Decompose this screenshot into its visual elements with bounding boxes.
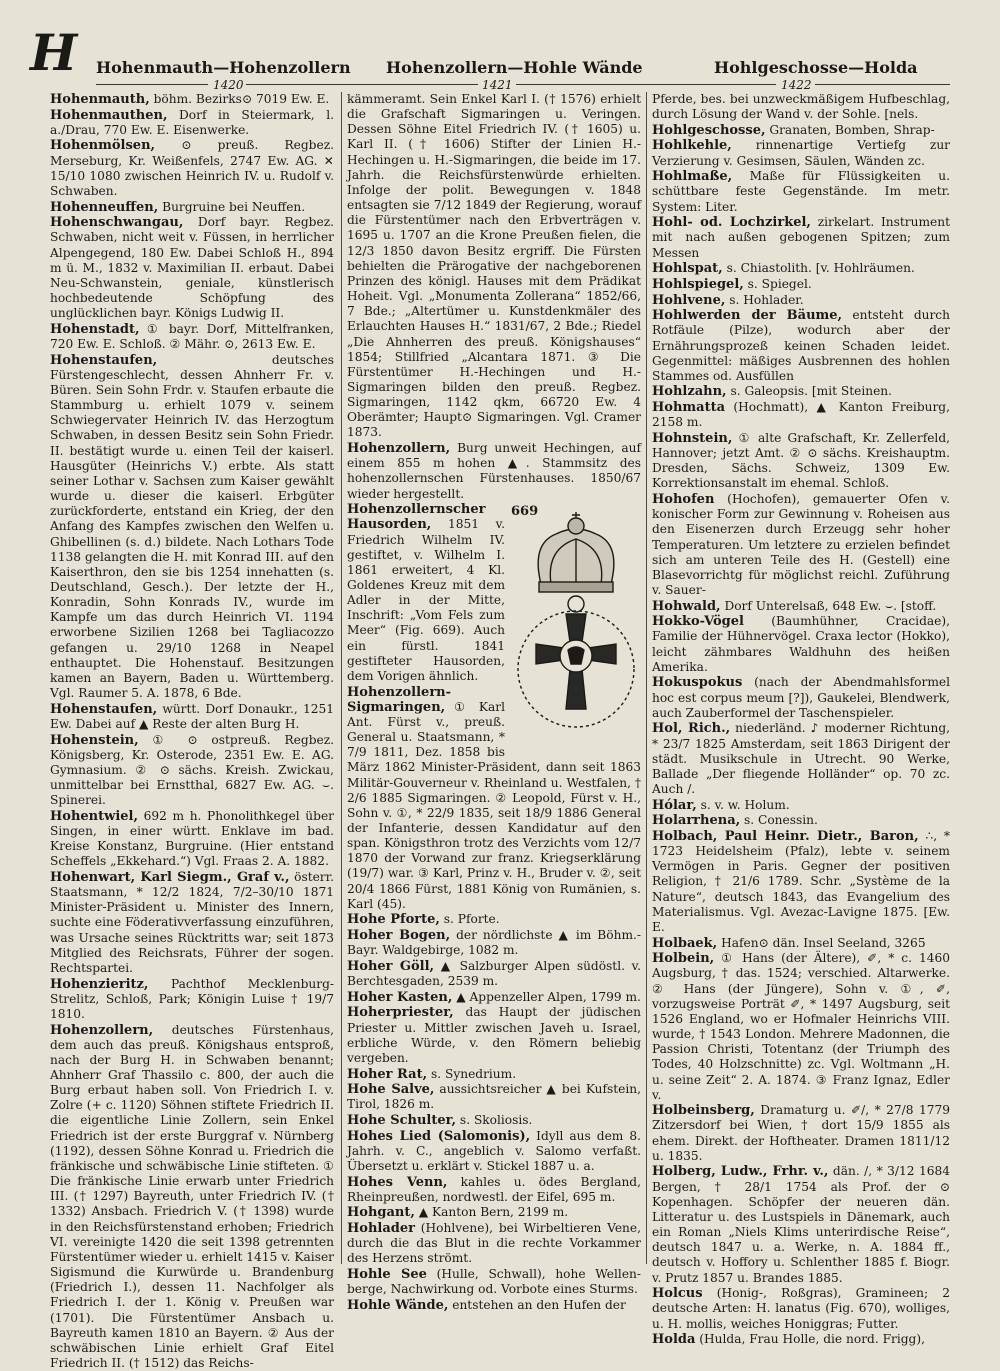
entry-headword: Hohlmaße, [652,169,733,185]
dictionary-entry [347,928,641,958]
dictionary-entry [652,138,950,168]
header-rule [516,84,776,85]
dictionary-entry [50,138,334,199]
entry-headword: Hohenwart, Karl Siegm., Graf v., [50,869,290,885]
page-number-middle: 1421 [482,78,513,92]
entry-text: ▲ Salzburger Alpen südöstl. v. Berchtesgaden, 2539 m. [347,958,641,989]
entry-text: Burg unweit Hechingen, auf einem 855 m hohen ▲. Stammsitz des hohenzollernschen Fürstenhauses. 1850/67 wieder hergestellt. [347,441,641,501]
entry-headword: Hohl- od. Lochzirkel, [652,215,811,231]
header-right: Hohlgeschosse—Holda [714,58,918,77]
dictionary-entry [50,215,334,321]
header-rule [815,84,950,85]
dictionary-entry [652,829,950,935]
dictionary-entry [652,1164,950,1285]
entry-headword: Hohenstadt, [50,321,140,337]
entry-headword: Hohenzollern, [347,441,451,457]
entry-headword: Hohle See [347,1267,427,1283]
entry-text: s. Hohlader. [725,292,804,307]
dictionary-entry [652,614,950,675]
entry-headword: Hohlspat, [652,261,723,277]
dictionary-entry [50,92,334,107]
entry-text: ∴, * 1723 Heidelsheim (Pfalz), lebte v. seinem Vermögen in Paris. Gegner der positiven Religion, † 21/6 1789. Schr. „Système de la Nature“, deutsch 1843, das Evangelium des Materialismus. Vgl. Avezac-Lavigne 1875. [Ew. E. [652,829,950,934]
header-rule [246,84,478,85]
entry-text: ① bayr. Dorf, Mittelfranken, 720 Ew. E. Schloß. ② Mähr. ⊙, 2613 Ew. E. [50,321,334,351]
entry-text: (Hulle, Schwall), hohe Wellen-berge, Nachwirkung od. Vorbote eines Sturms. [347,1267,641,1297]
dictionary-entry [652,1332,950,1347]
entry-headword: Hohes Lied (Salomonis), [347,1128,531,1144]
dictionary-entry [50,702,334,732]
entry-text: entsteht durch Rotfäule (Pilze), wodurch aber der Ernährungsprozeß keinen Schaden leidet. Gegenmittel: mäßiges Ausbrennen des hohlen Stammes od. Ausfüllen [652,308,950,383]
entry-text: (Baumhühner, Cracidae), Familie der Hühnervögel. Craxa lector (Hokko), leicht zähmbares Waldhuhn des heißen Amerika. [652,614,950,674]
entry-text: Granaten, Bomben, Shrap- [765,122,935,137]
entry-headword: Hoherpriester, [347,1005,454,1021]
column-left [50,92,334,1370]
dictionary-entry [347,1221,641,1266]
entry-text: Idyll aus dem 8. Jahrh. v. C., angeblich v. Salomo verfaßt. Übersetzt u. erklärt v. Stickel 1887 u. a. [347,1128,641,1173]
entry-headword: Hohenstaufen, [50,352,158,368]
dictionary-entry [50,108,334,138]
entry-headword: Hohenschwangau, [50,215,184,231]
dictionary-entry [347,502,641,684]
entry-headword: Hohes Venn, [347,1174,448,1190]
column-divider [341,92,342,1264]
dictionary-entry [652,813,950,828]
dictionary-entry [347,1267,641,1297]
entry-headword: Holbein, [652,951,715,967]
entry-headword: Hohenmauthen, [50,107,168,123]
dictionary-entry [347,92,641,441]
entry-text: 692 m h. Phonolithkegel über Singen, in einer württ. Enklave im bad. Kreise Konstanz, Burgruine. (Hier entstand Scheffels „Ekkehard.“) Vgl. Fraas 2. A. 1882. [50,808,334,869]
dictionary-entry [652,169,950,214]
entry-headword: Hohenzollern, [50,1022,154,1038]
entry-headword: Hoher Kasten, [347,989,453,1005]
dictionary-entry [50,353,334,702]
entry-headword: Hohentwiel, [50,808,138,824]
section-letter: H [30,23,78,82]
entry-text: Dorf bayr. Regbez. Schwaben, nicht weit v. Füssen, in herrlicher Alpengegend, 180 Ew. Dabei Schloß H., 894 m ü. M., 1832 v. Maximilian II. erbaut. Dabei Neu-Schwanstein, geniale, künstlerisch hochbedeutende Schöpfung des unglücklichen bayr. Königs Ludwig II. [50,215,334,321]
entry-text: württ. Dorf Donaukr., 1251 Ew. Dabei auf ▲ Reste der alten Burg H. [50,701,334,731]
dictionary-entry [347,1298,641,1313]
entry-text: kämmeramt. Sein Enkel Karl I. († 1576) erhielt die Grafschaft Sigmaringen u. Veringen. Dessen Söhne Eitel Friedrich IV. († 1605) u. Karl II. († 1606) Stifter der Linien H.-Hechingen u. H.-Sigmaringen, die beide im 17. Jahrh. die Reichsfürstenwürde erhielten. Infolge der polit. Bewegungen v. 1848 entsagten sie 7/12 1849 der Regierung, worauf die Fürstentümer nach den Erbverträgen v. 1695 u. 1707 an die Krone Preußen fielen, die 12/3 1850 davon Besitz ergriff. Die Fürsten behielten die Prärogative der nachgeborenen Prinzen des königl. Hauses mit dem Prädikat Hoheit. Vgl. „Monumenta Zollerana“ 1852/66, 7 Bde.; „Altertümer u. Kunstdenkmäler des Erlauchten Hauses H.“ 1831/67, 2 Bde.; Riedel „Die Ahnherren des preuß. Königshauses“ 1854; Stillfried „Alcantara 1871. ③ Die Fürstentümer H.-Hechingen und H.-Sigmaringen bilden den preuß. Regbez. Sigmaringen, 1142 qkm, 66720 Ew. 4 Oberämter; Haupt⊙ Sigmaringen. Vgl. Cramer 1873. [347,92,641,440]
entry-text: ① alte Grafschaft, Kr. Zellerfeld, Hannover; jetzt Amt. ② ⊙ sächs. Kreishauptm. Dresden, Sächs. Schweiz, 1309 Ew. Korrektionsanstalt im ehemal. Schloß. [652,430,950,491]
entry-text: Pachthof Mecklenburg-Strelitz, Schloß, Park; Königin Luise † 19/7 1810. [50,976,334,1021]
entry-text: s. Skoliosis. [456,1112,533,1127]
dictionary-entry [347,1067,641,1082]
dictionary-entry [347,441,641,502]
entry-headword: Hohenzieritz, [50,976,149,992]
entry-text: deutsches Fürstengeschlecht, dessen Ahnherr Fr. v. Büren. Sein Sohn Frdr. v. Staufen erbaute die Stammburg u. erhielt 1079 v. seinem Schwiegervater Heinrich IV. das Herzogtum Schwaben, in dessen Besitz sein Sohn Friedr. II. bestätigt wurde u. einen Teil der kaiserl. Hausgüter (Heinrichs V.) erbte. Als statt seiner Lothar v. Sachsen zum Kaiser gewählt wurde u. dieser die kaiserl. Erbgüter zurückforderte, entstand ein Krieg, der den Anfang des Kampfes zwischen den Welfen u. Ghibellinen (s. d.) bildete. Nach Lothars Tode 1138 gelangten die H. mit Konrad III. auf den Kaiserthron, den sie bis 1254 innehatten (s. Deutschland, Gesch.). Der letzte der H., Konradin, Sohn Konrads IV., wurde im Kampfe um das durch Heinrich VI. 1194 erworbene Sizilien 1268 bei Tagliacozzo gefangen u. 29/10 1268 in Neapel enthauptet. Die Hohenstauf. Besitzungen kamen an Bayern, Baden u. Württemberg. Vgl. Raumer 5. A. 1878, 6 Bde. [50,352,334,701]
entry-headword: Holbaek, [652,935,718,951]
entry-text: Dorf Unterelsaß, 648 Ew. ⌣. [stoff. [720,598,937,613]
entry-headword: Holbach, Paul Heinr. Dietr., Baron, [652,829,919,844]
dictionary-entry [652,1103,950,1164]
entry-text: (nach der Abendmahlsformel hoc est corpus meum [?]), Gaukelei, Blendwerk, auch Zauberformel der Taschenspieler. [652,675,950,720]
entry-headword: Hohenzollernscher Hausorden, [347,502,486,533]
entry-headword: Hohe Salve, [347,1082,435,1098]
entry-text: zirkelart. Instrument mit nach außen gebogenen Spitzen; zum Messen [652,215,950,260]
entry-text: ① Hans (der Ältere), ✐, * c. 1460 Augsburg, † das. 1524; verschied. Altarwerke. ② Hans (der Jüngere), Sohn v. ①, ✐, vorzugsweise Porträt ✐, * 1497 Augsburg, seit 1526 England, wo er Hofmaler Heinrichs VIII. wurde, † 1543 London. Mehrere Madonnen, die Passion Christi, Totentanz (der Triumph des Todes, 40 Holzschnitte) zc. Vgl. Woltmann „H. u. seine Zeit“ 2. A. 1874. ③ Franz Ignaz, Edler v. [652,951,950,1102]
header-rule [96,84,208,85]
entry-text: (Hulda, Frau Holle, die nord. Frigg), [695,1332,925,1347]
entry-headword: Hohlgeschosse, [652,122,766,138]
dictionary-entry [652,431,950,492]
dictionary-entry [347,912,641,927]
dictionary-entry [652,492,950,598]
entry-text: dän. /, * 3/12 1684 Bergen, † 28/1 1754 als Prof. der ⊙ Kopenhagen. Schöpfer der neueren dän. Litteratur u. des Lustspiels in Dänemark, auch ein Roman „Niels Klims unterirdische Reise“, deutsch 1847 u. a. Werke, n. A. 1884 ff., deutsch v. Hoffory u. Schlenther 1885 f. Biogr. v. Prutz 1857 u. Brandes 1885. [652,1164,950,1285]
entry-text: der nördlichste ▲ im Böhm.-Bayr. Waldgebirge, 1082 m. [347,928,641,958]
entry-text: aussichtsreicher ▲ bei Kufstein, Tirol, 1826 m. [347,1082,641,1112]
entry-text: Burgruine bei Neuffen. [158,199,306,214]
entry-text: kahles u. ödes Bergland, Rheinpreußen, nordwestl. der Eifel, 695 m. [347,1174,641,1204]
entry-text: (Hochmatt), ▲ Kanton Freiburg, 2158 m. [652,400,950,430]
dictionary-entry [652,675,950,720]
entry-headword: Hohlspiegel, [652,276,744,292]
entry-headword: Hohlvene, [652,292,726,308]
entry-headword: Hohlwerden der Bäume, [652,308,843,324]
dictionary-entry [652,277,950,292]
dictionary-entry [347,1005,641,1066]
entry-headword: Hohenstaufen, [50,701,158,717]
entry-headword: Holberg, Ludw., Frhr. v., [652,1164,829,1180]
entry-headword: Hohlkehle, [652,138,732,154]
entry-headword: Holcus [652,1286,703,1302]
entry-text: Maße für Flüssigkeiten u. schüttbare feste Gegenstände. Im metr. System: Liter. [652,169,950,214]
dictionary-entry [50,322,334,352]
entry-text: ▲ Appenzeller Alpen, 1799 m. [452,989,641,1004]
dictionary-entry [652,599,950,614]
entry-text: (Hohlvene), bei Wirbeltieren Vene, durch die das Blut in die rechte Vorkammer des Herzens strömt. [347,1221,641,1266]
order-medal-image [511,504,641,744]
entry-text: s. Conessin. [740,813,818,828]
entry-text: s. v. w. Holum. [696,797,790,812]
entry-text: niederländ. ♪ moderner Richtung, * 23/7 1825 Amsterdam, seit 1863 Dirigent der städt. Musikschule in Utrecht. 90 Werke, Ballade „Der fliegende Holländer“ op. 70 zc. Auch /. [652,721,950,797]
dictionary-entry [50,1023,334,1371]
entry-text: deutsches Fürstenhaus, dem auch das preuß. Königshaus entsproß, nach der Burg H. in Schwaben benannt; Ahnherr Graf Thassilo c. 800, der auch die Burg erbaut haben soll. Von Friedrich I. v. Zolre (+ c. 1120) Söhnen stiftete Friedrich II. die eigentliche Linie Zollern, sein Enkel Friedrich ist der erste Burggraf v. Nürnberg (1192), dessen Söhne Konrad u. Friedrich die fränkische und schwäbische Linie stifteten. ① Die fränkische Linie erwarb unter Friedrich III. († 1297) Bayreuth, unter Friedrich IV. († 1332) Ansbach. Friedrich V. († 1398) wurde in den Reichsfürstenstand erhoben; Friedrich VI. vereinigte 1420 die seit 1398 getrennten Fürstentümer wieder u. erhielt 1415 v. Kaiser Sigismund die Kurwürde u. Brandenburg (Friedrich I.), dessen 11. Nachfolger als Friedrich I. der 1. König v. Preußen war (1701). Die Fürstentümer Ansbach u. Bayreuth kamen 1810 an Bayern. ② Aus der schwäbischen Linie erhielt Graf Eitel Friedrich II. († 1512) das Reichs- [50,1022,334,1370]
entry-text: Dorf in Steiermark, l. a./Drau, 770 Ew. E. Eisenwerke. [50,107,334,137]
header-left: Hohenmauth—Hohenzollern [96,58,351,77]
entry-headword: Hoher Bogen, [347,928,451,944]
entry-headword: Hohlader [347,1221,415,1237]
dictionary-entry [652,261,950,276]
dictionary-entry [652,92,950,122]
entry-headword: Hokuspokus [652,675,743,691]
entry-text: Pferde, bes. bei unzweckmäßigem Hufbeschlag, durch Lösung der Wand v. der Sohle. [nels. [652,92,950,122]
entry-headword: Hohgant, [347,1205,415,1221]
entry-headword: Holarrhena, [652,813,741,829]
dictionary-entry [50,809,334,870]
entry-text: entstehen an den Hufen der [448,1297,626,1312]
entry-headword: Hohenneuffen, [50,199,159,215]
dictionary-entry [652,123,950,138]
dictionary-entry [652,400,950,430]
column-divider [646,92,647,1264]
dictionary-entry [652,293,950,308]
dictionary-entry [347,1082,641,1112]
entry-text: s. Pforte. [439,912,500,927]
dictionary-entry [652,936,950,951]
entry-headword: Hohmatta [652,400,726,416]
dictionary-entry [652,951,950,1103]
entry-headword: Hohenmauth, [50,92,150,107]
entry-text: rinnenartige Vertiefg zur Verzierung v. Gesimsen, Säulen, Wänden zc. [652,138,950,168]
entry-headword: Hohofen [652,492,715,508]
entry-headword: Hohenstein, [50,732,139,748]
entry-text: Dramaturg u. ✐/, * 27/8 1779 Zitzersdorf bei Wien, † dort 15/9 1855 als ehem. Direkt. der Hoftheater. Dramen 1811/12 u. 1835. [652,1103,950,1163]
entry-text: ▲ Kanton Bern, 2199 m. [414,1205,569,1220]
dictionary-entry [347,1129,641,1174]
entry-headword: Hol, Rich., [652,721,731,737]
page-number-left: 1420 [213,78,244,92]
entry-text: s. Synedrium. [427,1066,517,1081]
entry-text: 1851 v. Friedrich Wilhelm IV. gestiftet, v. Wilhelm I. 1861 erweitert, 4 Kl. Goldenes Kreuz mit dem Adler in der Mitte, Inschrift: „Vom Fels zum Meer“ (Fig. 669). Auch ein fürstl. 1841 gestifteter Hausorden, dem Vorigen ähnlich. [347,517,505,683]
entry-text: böhm. Bezirks⊙ 7019 Ew. E. [149,92,330,106]
entry-headword: Hohenmölsen, [50,138,156,154]
entry-headword: Hohe Pforte, [347,912,440,928]
dictionary-entry [652,308,950,384]
entry-headword: Holbeinsberg, [652,1103,755,1119]
page-number-right: 1422 [781,78,812,92]
entry-text: s. Chiastolith. [v. Hohlräumen. [722,261,915,276]
entry-headword: Hohe Schulter, [347,1112,457,1128]
dictionary-entry [347,1113,641,1128]
entry-text: das Haupt der jüdischen Priester u. Mittler zwischen Javeh u. Israel, erbliche Würde, v. den Römern beliebig vergeben. [347,1005,641,1065]
dictionary-entry [50,200,334,215]
entry-headword: Hohle Wände, [347,1297,449,1313]
dictionary-entry [347,959,641,989]
dictionary-entry [347,990,641,1005]
dictionary-entry [652,1286,950,1331]
entry-headword: Hohlzahn, [652,384,727,400]
dictionary-entry [50,977,334,1022]
dictionary-entry [652,721,950,797]
entry-text: ① Karl Ant. Fürst v., preuß. General u. Staatsmann, * 7/9 1811, Dez. 1858 bis März 1862 Minister-Präsident, dann seit 1863 Militär-Gouverneur v. Rheinland u. Westfalen, † 2/6 1885 Sigmaringen. ② Leopold, Fürst v. H., Sohn v. ①, * 22/9 1835, seit 18/9 1886 General der Infanterie, dessen Kandidatur auf den span. Königsthron trotz des Verzichts vom 12/7 1870 der Vorwand zur franz. Kriegserklärung (19/7) war. ③ Karl, Prinz v. H., Bruder v. ②, seit 20/4 1866 Fürst, 1881 König von Rumänien, s. Karl (45). [347,699,641,911]
dictionary-entry [652,384,950,399]
figure-669 [511,504,641,744]
entry-headword: Hólar, [652,797,697,813]
entry-headword: Hoher Rat, [347,1066,428,1082]
entry-headword: Hokko-Vögel [652,614,744,630]
entry-text: österr. Staatsmann, * 12/2 1824, 7/2–30/10 1871 Minister-Präsident u. Minister des Innern, suchte eine Föderativverfassung einzuführen, was Ursache seines Rücktritts war; seit 1873 Mitglied des Reichsrats, Führer der sogen. Rechtspartei. [50,869,334,975]
column-middle [347,92,641,1313]
entry-text: (Hochofen), gemauerter Ofen v. konischer Form zur Gewinnung v. Roheisen aus den Eisenerzen durch Erzeugg sehr hoher Temperaturen. Um letztere zu erzielen befindet sich am unteren Teile des H. (Gestell) eine Blasevorrichtg für möglichst reichl. Zuführung v. Sauer- [652,492,950,597]
dictionary-entry [652,798,950,813]
entry-headword: Hoher Göll, [347,958,435,974]
entry-text: s. Galeopsis. [mit Steinen. [726,384,892,399]
dictionary-entry [347,1175,641,1205]
entry-headword: Holda [652,1332,696,1348]
entry-text: (Honig-, Roßgras), Gramineen; 2 deutsche Arten: H. lanatus (Fig. 670), wolliges, u. H. mollis, weiches Honiggras; Futter. [652,1286,950,1331]
entry-text: s. Spiegel. [743,276,812,291]
entry-text: Hafen⊙ dän. Insel Seeland, 3265 [717,935,926,950]
entry-text: ⊙ preuß. Regbez. Merseburg, Kr. Weißenfels, 2747 Ew. AG. ✕ 15/10 1080 zwischen Heinrich IV. u. Rudolf v. Schwaben. [50,138,334,198]
dictionary-entry [50,870,334,976]
dictionary-entry [50,733,334,809]
entry-headword: Hohnstein, [652,430,733,446]
dictionary-entry [652,215,950,260]
dictionary-entry [347,1205,641,1220]
entry-headword: Hohenzollern-Sigmaringen, [347,684,452,715]
header-middle: Hohenzollern—Hohle Wände [386,58,643,77]
entry-headword: Hohwald, [652,598,721,614]
entry-text: ① ⊙ ostpreuß. Regbez. Königsberg, Kr. Osterode, 2351 Ew. E. AG. Gymnasium. ② ⊙ sächs. Kreish. Zwickau, unmittelbar bei Ernstthal, 6827 Ew. AG. ⌣. Spinerei. [50,732,334,808]
figure-number: 669 [511,504,539,520]
column-right [652,92,950,1348]
